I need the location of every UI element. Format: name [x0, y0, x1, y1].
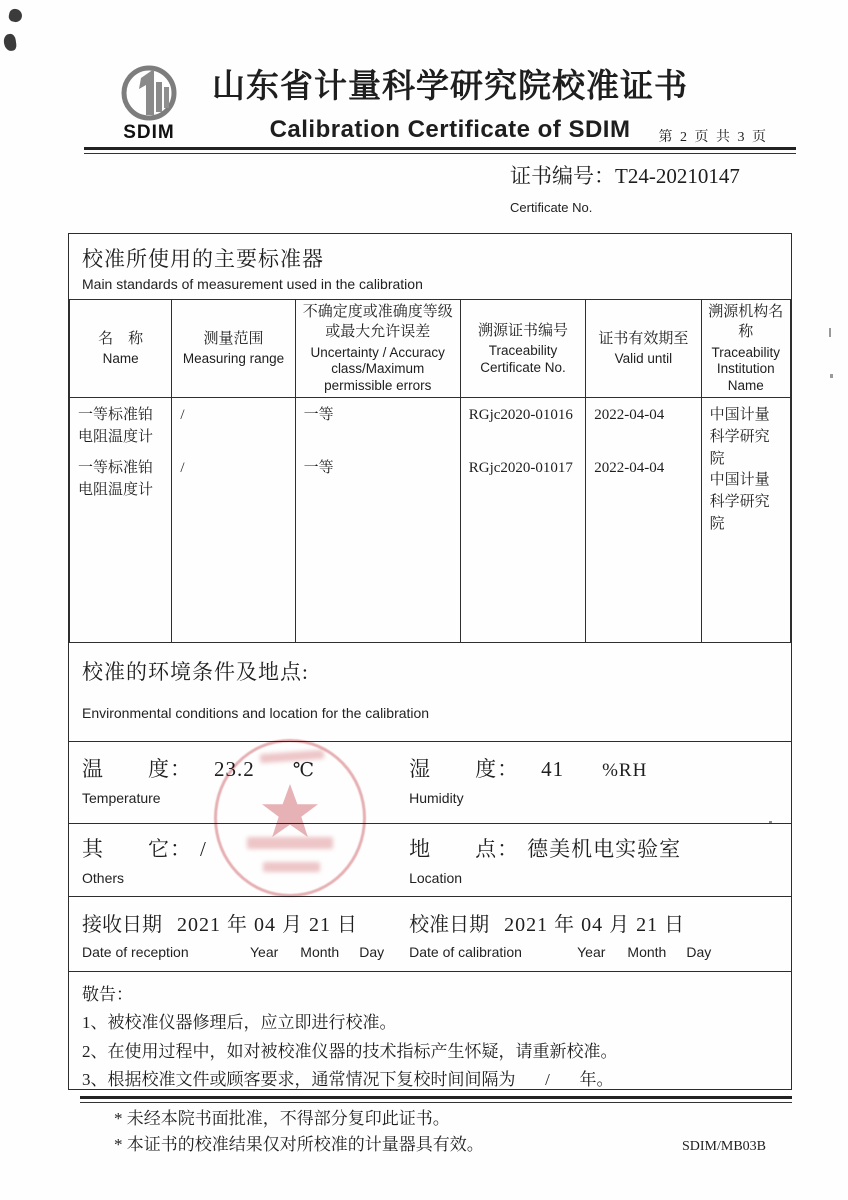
col-header-valid-until: 证书有效期至 Valid until: [586, 300, 701, 398]
header-titles: [190, 60, 710, 144]
valid-until-date: 2022-04-04: [594, 407, 665, 424]
table-body-row: [70, 398, 791, 643]
col-header-range: 测量范围 Measuring range: [172, 300, 295, 398]
temperature-label-cn: 温 度：: [82, 757, 192, 782]
environment-section-header: [69, 643, 791, 741]
certificate-no-label-en: Certificate No.: [510, 200, 593, 215]
standards-title-en: Main standards of measurement used in the calibration: [82, 276, 423, 292]
traceability-cert-no: RGjc2020-01017: [468, 460, 573, 477]
footer-note: * 未经本院书面批准，不得部分复印此证书。: [114, 1109, 450, 1128]
footer-note: * 本证书的校准结果仅对所校准的计量器具有效。: [114, 1135, 484, 1155]
certificate-no-value: T24-20210147: [615, 164, 740, 188]
certificate-no-label-cn: 证书编号：: [510, 164, 615, 188]
page-number: 第 2 页 共 3 页: [658, 130, 768, 145]
reception-label-cn: 接收日期: [82, 914, 162, 937]
location-value: 德美机电实验室: [527, 837, 682, 862]
reception-date-value: 2021 年 04 月 21 日: [177, 914, 358, 937]
accuracy-class: 一等: [303, 407, 334, 424]
header-divider: [84, 147, 796, 154]
col-header-traceability-cert: 溯源证书编号 Traceability Certificate No.: [460, 300, 585, 398]
table-header-row: [70, 300, 791, 398]
sdim-logo: [111, 64, 187, 144]
reception-label-en: Date of reception: [82, 944, 189, 961]
location-block: [409, 833, 778, 896]
page-title: 山东省计量科学研究院校准证书: [212, 67, 688, 104]
temperature-unit: ℃: [292, 760, 316, 782]
col-header-institution: 溯源机构名称 Traceability Institution Name: [701, 300, 790, 398]
environment-title-cn: 校准的环境条件及地点:: [82, 660, 309, 685]
cell-cert-no: [460, 398, 585, 643]
traceability-cert-no: RGjc2020-01016: [468, 407, 573, 424]
location-label-en: Location: [409, 870, 463, 887]
calibration-label-en: Date of calibration: [409, 944, 522, 961]
humidity-label-en: Humidity: [409, 790, 464, 807]
notice-item: 1、被校准仪器修理后，应立即进行校准。: [82, 1013, 397, 1033]
cell-uncertainty: [295, 398, 460, 643]
others-location-row: [69, 823, 791, 896]
scan-artifact: [8, 8, 23, 23]
scan-artifact: [3, 33, 17, 52]
measuring-range: /: [180, 407, 185, 424]
day-unit-label: Day: [359, 944, 385, 961]
calibration-date-value: 2021 年 04 月 21 日: [504, 914, 686, 937]
environment-title-en: Environmental conditions and location for the calibration: [82, 705, 430, 722]
temperature-label-en: Temperature: [82, 790, 161, 807]
humidity-label-cn: 湿 度：: [409, 757, 520, 782]
temperature-block: [82, 753, 409, 823]
notice-item3-prefix: 3、根据校准文件或顾客要求，通常情况下复校时间间隔为: [82, 1069, 516, 1089]
col-header-uncertainty: 不确定度或准确度等级或最大允许误差 Uncertainty / Accuracy class/Maximum permissible errors: [295, 300, 460, 398]
calibration-date-block: [409, 908, 778, 971]
month-unit-label: Month: [300, 944, 340, 961]
certificate-number-block: [510, 160, 740, 215]
scan-artifact: [829, 328, 831, 337]
temperature-value: 23.2: [214, 757, 255, 782]
reception-date-block: [82, 908, 409, 971]
standards-title-cn: 校准所使用的主要标准器: [82, 247, 324, 271]
footer-divider: [80, 1096, 792, 1103]
location-label-cn: 地 点：: [409, 837, 520, 862]
logo-text: SDIM: [123, 122, 175, 143]
day-unit-label: Day: [686, 944, 712, 961]
page-subtitle: Calibration Certificate of SDIM: [269, 116, 631, 143]
certificate-body-box: [68, 233, 792, 1090]
humidity-unit: %RH: [602, 760, 648, 782]
cell-range: [172, 398, 295, 643]
others-label-en: Others: [82, 870, 125, 887]
month-unit-label: Month: [627, 944, 667, 961]
scan-artifact: [830, 374, 833, 378]
accuracy-class: 一等: [303, 460, 334, 477]
cell-valid-until: [586, 398, 701, 643]
others-block: [82, 833, 409, 896]
standard-name: 一等标准铂电阻温度计: [78, 460, 154, 498]
footer-notes: [114, 1106, 484, 1159]
notice-title: 敬告：: [82, 985, 133, 1005]
institution-name: 中国计量科学研究院: [709, 407, 770, 467]
year-unit-label: Year: [250, 944, 279, 961]
institution-name: 中国计量科学研究院: [709, 472, 770, 532]
others-label-cn: 其 它：: [82, 837, 192, 862]
year-unit-label: Year: [577, 944, 606, 961]
valid-until-date: 2022-04-04: [594, 460, 665, 477]
cell-name: [70, 398, 172, 643]
sdim-logo-icon: [117, 64, 181, 126]
humidity-block: [409, 753, 778, 823]
col-header-name: 名 称 Name: [70, 300, 172, 398]
temperature-humidity-row: [69, 741, 791, 823]
notice-item: 2、在使用过程中，如对被校准仪器的技术指标产生怀疑，请重新校准。: [82, 1041, 618, 1061]
notice-section: [69, 971, 791, 1098]
standards-section-header: [69, 234, 791, 299]
dates-row: [69, 896, 791, 971]
standard-name: 一等标准铂电阻温度计: [78, 407, 154, 445]
notice-item: [82, 1066, 778, 1094]
standards-table: [69, 299, 791, 643]
measuring-range: /: [180, 460, 185, 477]
calibration-label-cn: 校准日期: [409, 914, 490, 937]
recalibration-interval-blank: /: [516, 1071, 580, 1091]
cell-institution: [701, 398, 790, 643]
others-value: /: [200, 837, 207, 862]
humidity-value: 41: [541, 757, 565, 782]
form-code: SDIM/MB03B: [681, 1139, 766, 1154]
notice-item3-suffix: 年。: [579, 1069, 614, 1089]
